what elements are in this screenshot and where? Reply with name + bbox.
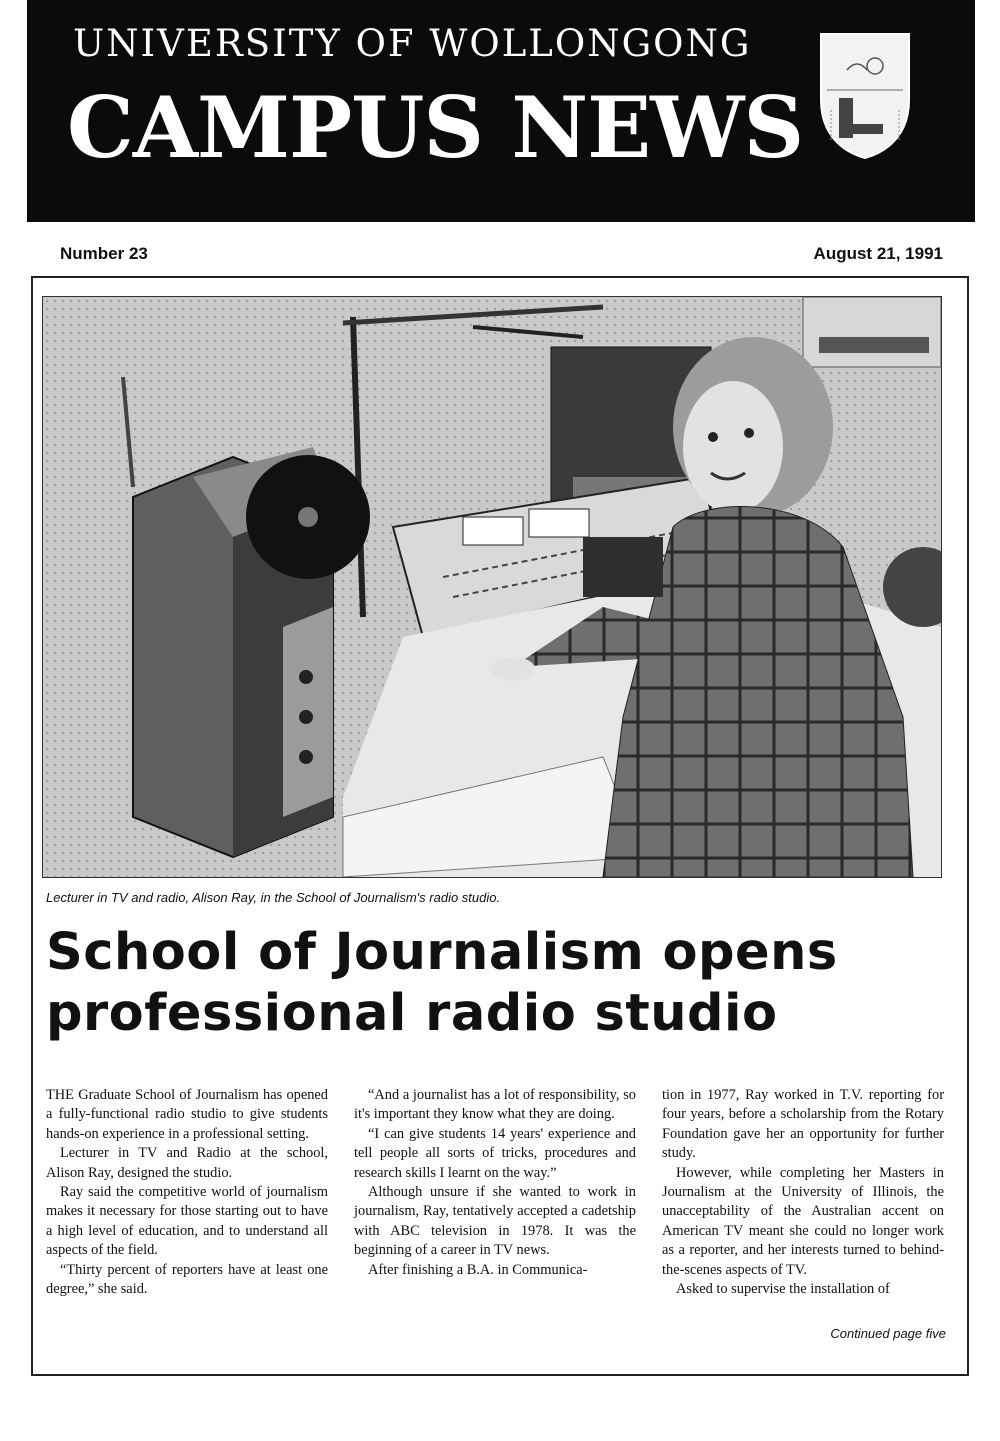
paragraph: “I can give students 14 years' experience and tell people all sorts of tricks, procedures and research skills I learnt on the way.” <box>354 1125 636 1181</box>
paragraph: “Thirty percent of reporters have at least one degree,” she said. <box>46 1261 328 1298</box>
paragraph: However, while completing her Masters in Journalism at the University of Illinois, the unacceptability of the Australian accent on American TV meant she could no longer work as a reporter, and her interests turned to behind-the-scenes aspects of TV. <box>662 1164 944 1278</box>
paragraph: “And a journalist has a lot of responsibility, so it's important they know what they are doing. <box>354 1087 636 1123</box>
studio-photo <box>42 296 942 878</box>
photo-caption: Lecturer in TV and radio, Alison Ray, in the School of Journalism's radio studio. <box>46 890 501 905</box>
masthead <box>27 0 975 222</box>
paragraph: tion in 1977, Ray worked in T.V. reporting for four years, before a scholarship from the Rotary Foundation gave her an opportunity for further study. <box>662 1087 944 1162</box>
university-name: UNIVERSITY OF WOLLONGONG <box>73 22 752 65</box>
headline-line: School of Journalism opens <box>46 923 838 982</box>
issue-date: August 21, 1991 <box>813 244 943 263</box>
paragraph: Lecturer in TV and Radio at the school, Alison Ray, designed the studio. <box>46 1145 328 1181</box>
article-column-2 <box>354 1086 636 1280</box>
article-headline <box>46 922 946 1044</box>
paragraph: THE Graduate School of Journalism has opened a fully-functional radio studio to give students hands-on experience in a professional setting. <box>46 1087 328 1142</box>
article-column-1 <box>46 1086 328 1299</box>
paragraph: Ray said the competitive world of journalism makes it necessary for those starting out to have a high level of education, and to understand all aspects of the field. <box>46 1184 328 1259</box>
paragraph: Although unsure if she wanted to work in journalism, Ray, tentatively accepted a cadetship with ABC television in 1978. It was the beginning of a career in TV news. <box>354 1184 636 1259</box>
paragraph: After finishing a B.A. in Communica- <box>368 1261 588 1278</box>
headline-line: professional radio studio <box>46 984 778 1044</box>
publication-title: CAMPUS NEWS <box>67 78 804 177</box>
issue-number: Number 23 <box>60 244 148 263</box>
continued-notice: Continued page five <box>830 1326 946 1341</box>
article-column-3 <box>662 1086 944 1299</box>
university-crest-icon <box>817 30 913 162</box>
paragraph: Asked to supervise the installation of <box>676 1281 890 1298</box>
